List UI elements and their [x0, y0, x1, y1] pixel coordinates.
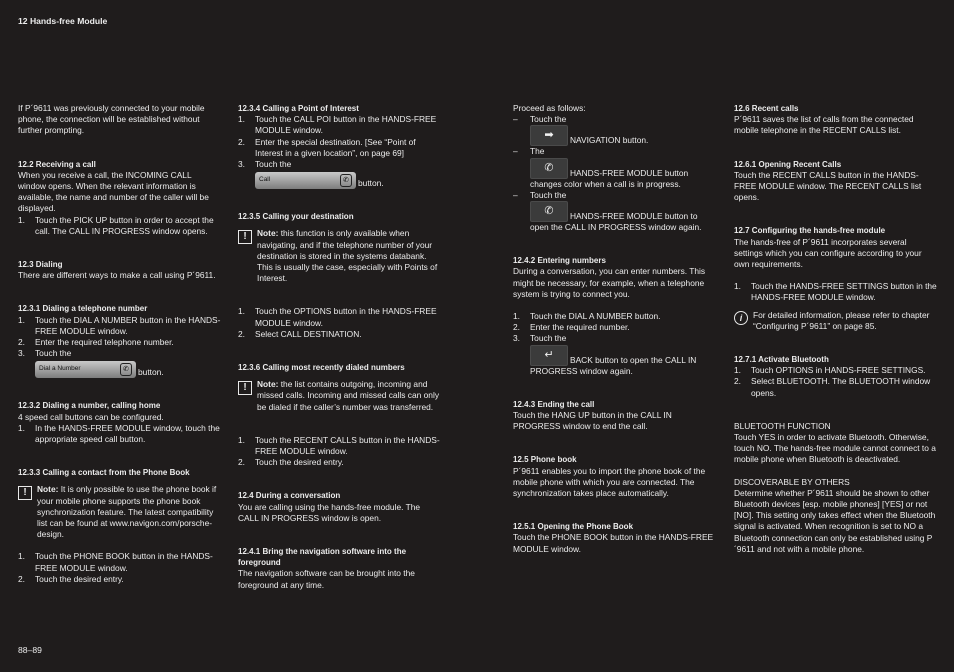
heading-12-3: 12.3 Dialing: [18, 260, 63, 270]
page-number: 88–89: [18, 645, 42, 655]
list-item: 1. In the HANDS-FREE MODULE window, touch the appropriate speed call button.: [18, 422, 220, 445]
text-12-7: The hands-free of P´9611 incorporates several settings which you can configure according to your own requirements.: [734, 236, 922, 270]
bt-function-text: Touch YES in order to activate Bluetooth. Otherwise, touch NO. The hands-free module cannot connect to a mobile phone when Bluetooth is deactivated.: [734, 432, 936, 465]
list-item: 2. Select BLUETOOTH. The BLUETOOTH window opens.: [734, 376, 931, 398]
column-2: 12.3.4 Calling a Point of Interest 1. Touch the CALL POI button in the HANDS-FREE MODULE window. 2. Enter the special destination. [See “Point of Interest in a given location”, on page 69] 3. Touch the Call ✆ button. 12.3.5 Calling your destination ! Note: this function is only available when navigating, and if the telephone number of your destination is stored in the systems databank. This is usually the case, especially with Points of Interest. 1. Touch the OPTIONS button in the HANDS-FREE MODULE window. 2. Select CALL DESTINATION. 12.3.6 Calling most recently dialed numbers ! Note: the list contains outgoing, incoming and missed calls. Incoming and missed calls can only be dialed if the caller’s number was transferred. 1. Touch the RECENT CALLS button in the HANDS-FREE MODULE window. 2. Touch the desired entry. 12.4 During a conversation You are calling using the hands-free module. The CALL IN PROGRESS window is open. 12.4.1 Bring the navigation software into the foreground The navigation software can be brought into the foreground at any time.: [238, 104, 440, 590]
heading-12-3-3: 12.3.3 Calling a contact from the Phone Book: [18, 468, 190, 478]
bt-function-title: BLUETOOTH FUNCTION: [734, 420, 831, 431]
list-item: 1. Touch the CALL POI button in the HANDS-FREE MODULE window.: [238, 114, 437, 136]
list-item: 2. Select CALL DESTINATION.: [238, 328, 362, 339]
text-12-3-2: 4 speed call buttons can be configured.: [18, 411, 164, 422]
hands-free-module-button[interactable]: [530, 201, 568, 222]
heading-12-3-6: 12.3.6 Calling most recently dialed numbers: [238, 363, 405, 373]
list-item: – The: [513, 146, 545, 157]
heading-12-4-1: 12.4.1 Bring the navigation software into the foreground: [238, 547, 407, 568]
note-block: ! Note: It is only possible to use the phone book if your mobile phone supports the phone book synchronization feature. The latest compatibility list can be found at www.navigon.com/porsche-design.: [18, 484, 221, 540]
exclamation-icon: !: [238, 381, 252, 395]
heading-12-6-1: 12.6.1 Opening Recent Calls: [734, 159, 842, 169]
list-item: – Touch the: [513, 114, 567, 125]
list-item: 1. Touch the PHONE BOOK button in the HANDS-FREE MODULE window.: [18, 551, 213, 573]
list-item: 2. Enter the required telephone number.: [18, 337, 174, 348]
heading-12-5-1: 12.5.1 Opening the Phone Book: [513, 522, 634, 532]
text-12-4: You are calling using the hands-free module. The CALL IN PROGRESS window is open.: [238, 501, 421, 523]
note-block: ! Note: this function is only available when navigating, and if the telephone number of your destination is stored in the systems databank. This is usually the case, especially with Points of Interest.: [238, 228, 441, 284]
dial-a-number-button[interactable]: Dial a Number ✆: [35, 361, 136, 378]
column-4: [734, 103, 937, 555]
hands-free-module-button[interactable]: [530, 158, 568, 179]
heading-12-7: 12.7 Configuring the hands-free module: [734, 226, 886, 236]
info-icon: i: [734, 311, 748, 325]
list-item: 1. Touch the DIAL A NUMBER button.: [513, 311, 661, 322]
heading-12-6: 12.6 Recent calls: [734, 104, 799, 113]
heading-12-7-1: 12.7.1 Activate Bluetooth: [734, 355, 829, 365]
heading-12-5: 12.5 Phone book: [513, 455, 577, 465]
text-12-4-3: Touch the HANG UP button in the CALL IN PROGRESS window to end the call.: [513, 410, 672, 432]
heading-12-4-3: 12.4.3 Ending the call: [513, 399, 595, 409]
list-item: 1. Touch the HANDS-FREE SETTINGS button in the HANDS-FREE MODULE window.: [734, 281, 937, 303]
text-12-5-1: Touch the PHONE BOOK button in the HANDS-FREE MODULE window.: [513, 532, 714, 554]
phone-icon: ✆: [544, 205, 554, 218]
phone-icon: ✆: [340, 174, 352, 187]
list-item: 2. Touch the desired entry.: [18, 573, 124, 584]
heading-12-3-5: 12.3.5 Calling your destination: [238, 212, 354, 222]
heading-12-3-1: 12.3.1 Dialing a telephone number: [18, 304, 148, 314]
text-12-4-2: During a conversation, you can enter numbers. This might be necessary, for example, when a telephone system is trying to connect you.: [513, 266, 706, 299]
phone-icon: ✆: [544, 161, 554, 174]
text-12-2: When you receive a call, the INCOMING CALL window opens. When the relevant information is available, the name and number of the caller will be displayed.: [18, 169, 209, 214]
list-item: 3. Touch the: [238, 159, 292, 170]
arrow-right-icon: ➡: [544, 129, 554, 142]
info-block: i For detailed information, please refer to chapter “Configuring P´9611” on page 85.: [734, 310, 937, 332]
page-header: 12 Hands-free Module: [18, 16, 108, 26]
heading-12-4: 12.4 During a conversation: [238, 491, 341, 501]
list-item: 1. Touch OPTIONS in HANDS-FREE SETTINGS.: [734, 365, 926, 376]
navigation-button[interactable]: [530, 125, 568, 146]
list-item: – Touch the: [513, 189, 567, 200]
back-button[interactable]: [530, 345, 568, 366]
column-3: Proceed as follows: – Touch the ➡ NAVIGATION button. – The ✆ HANDS-FREE MODULE button changes color when a call is in progress. – Touch the ✆ HANDS-FREE MODULE button to open the CALL IN PROGRESS window again. 12.4.2 Entering numbers During a conversation, you can enter numbers. This might be necessary, for example, when a telephone system is trying to connect you. 1. Touch the DIAL A NUMBER button. 2. Enter the required number. 3. Touch the ↵ BACK button to open the CALL IN PROGRESS window again. 12.4.3 Ending the call Touch the HANG UP button in the CALL IN PROGRESS window to end the call. 12.5 Phone book P´9611 enables you to import the phone book of the mobile phone with which you are connected. The synchronization takes place automatically. 12.5.1 Opening the Phone Book Touch the PHONE BOOK button in the HANDS-FREE MODULE window.: [513, 103, 716, 555]
text-12-6-1: Touch the RECENT CALLS button in the HANDS-FREE MODULE window. The RECENT CALLS list opens.: [734, 169, 922, 203]
list-item: 1. Touch the PICK UP button in order to accept the call. The CALL IN PROGRESS window opens.: [18, 214, 214, 236]
list-item: 2. Enter the special destination. [See “Point of Interest in a given location”, on page 69]: [238, 136, 416, 158]
list-item: 1. Touch the DIAL A NUMBER button in the HANDS-FREE MODULE window.: [18, 314, 221, 336]
discoverable-text: Determine whether P´9611 should be shown to other Bluetooth devices [esp. mobile phones] [YES] or not [NO]. This setting only takes effect when the Bluetooth signal is activated. When recognition is set to NO a Bluetooth connection can only be established using P´9611 and not with a mobile phone.: [734, 487, 936, 554]
column-1: If P´9611 was previously connected to your mobile phone, the connection will be established without further prompting. 12.2 Receiving a call When you receive a call, the INCOMING CALL window opens. When the relevant information is available, the name and number of the caller will be displayed. 1. Touch the PICK UP button in order to accept the call. The CALL IN PROGRESS window opens. 12.3 Dialing There are different ways to make a call using P´9611. 12.3.1 Dialing a telephone number 1. Touch the DIAL A NUMBER button in the HANDS-FREE MODULE window. 2. Enter the required telephone number. 3. Touch the Dial a Number ✆ button. 12.3.2 Dialing a number, calling home 4 speed call buttons can be configured. 1. In the HANDS-FREE MODULE window, touch the appropriate speed call button. 12.3.3 Calling a contact from the Phone Book ! Note: It is only possible to use the phone book if your mobile phone supports the phone book synchronization feature. The latest compatibility list can be found at www.navigon.com/porsche-design. 1. Touch the PHONE BOOK button in the HANDS-FREE MODULE window. 2. Touch the desired entry.: [18, 103, 221, 584]
back-arrow-icon: ↵: [544, 348, 554, 361]
heading-12-4-2: 12.4.2 Entering numbers: [513, 256, 606, 266]
list-item: 3. Touch the: [513, 333, 567, 344]
list-item: 1. Touch the RECENT CALLS button in the HANDS-FREE MODULE window.: [238, 434, 440, 457]
discoverable-title: DISCOVERABLE BY OTHERS: [734, 476, 850, 487]
list-item: 1. Touch the OPTIONS button in the HANDS-FREE MODULE window.: [238, 306, 437, 328]
exclamation-icon: !: [18, 486, 32, 500]
text-12-5: P´9611 enables you to import the phone book of the mobile phone with which you are connected. The synchronization takes place automatically.: [513, 465, 706, 499]
call-poi-button[interactable]: Call ✆: [255, 172, 356, 189]
text-12-6: P´9611 saves the list of calls from the connected mobile telephone in the RECENT CALLS list.: [734, 114, 914, 136]
note-block: ! Note: the list contains outgoing, incoming and missed calls. Incoming and missed calls can only be dialed if the caller’s number was transferred.: [238, 379, 441, 413]
proceed-text: Proceed as follows:: [513, 103, 586, 113]
phone-icon: ✆: [120, 363, 132, 376]
heading-12-3-2: 12.3.2 Dialing a number, calling home: [18, 401, 161, 411]
heading-12-2: 12.2 Receiving a call: [18, 159, 96, 169]
intro-text: If P´9611 was previously connected to your mobile phone, the connection will be established without further prompting.: [18, 103, 205, 136]
text-12-3: There are different ways to make a call using P´9611.: [18, 270, 216, 281]
list-item: 2. Enter the required number.: [513, 322, 630, 333]
text-12-4-1: The navigation software can be brought into the foreground at any time.: [238, 568, 415, 590]
heading-12-3-4: 12.3.4 Calling a Point of Interest: [238, 104, 359, 113]
exclamation-icon: !: [238, 230, 252, 244]
list-item: 3. Touch the: [18, 348, 72, 359]
list-item: 2. Touch the desired entry.: [238, 457, 344, 468]
